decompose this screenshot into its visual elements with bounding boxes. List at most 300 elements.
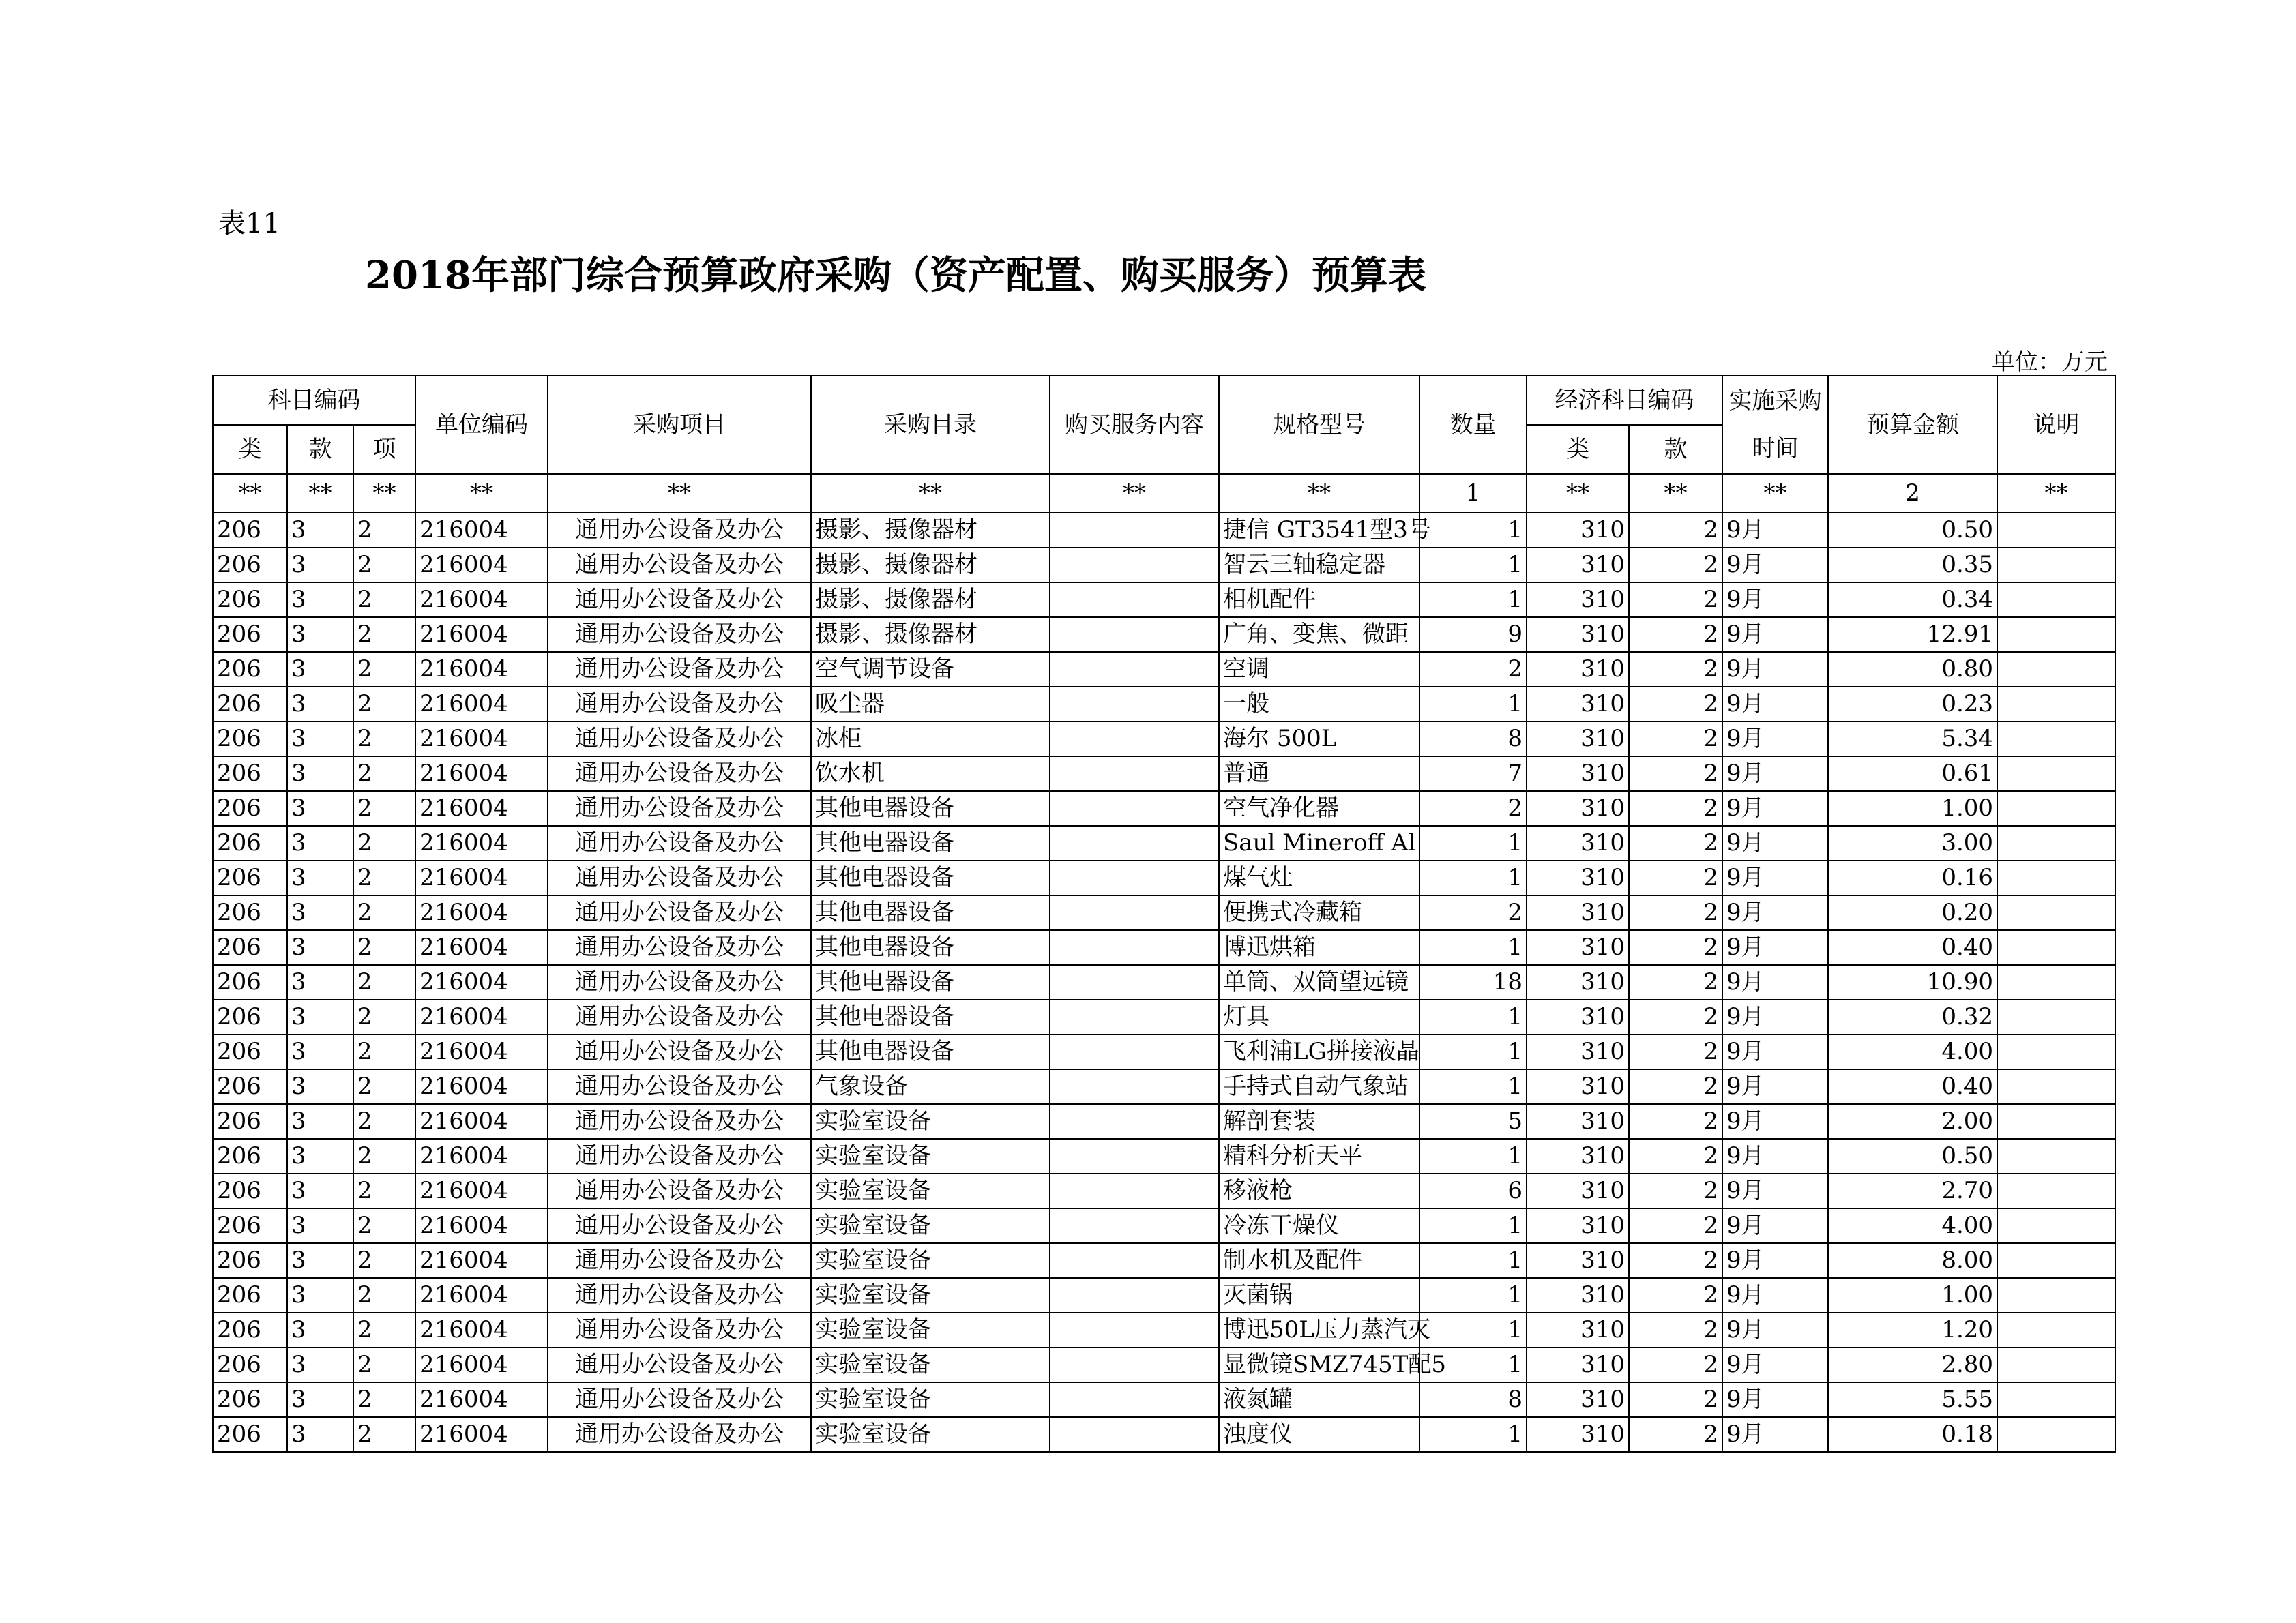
cell-kuan: 3 (287, 1347, 353, 1382)
cell-kuan: 3 (287, 1417, 353, 1452)
cell-econ-lei: 310 (1527, 1104, 1629, 1139)
table-row (213, 721, 2115, 756)
cell-xiang: 2 (353, 1278, 415, 1313)
cell-catalog: 其他电器设备 (811, 861, 1050, 895)
cell-econ-lei: 310 (1527, 756, 1629, 791)
cell-amount: 5.34 (1828, 721, 1997, 756)
cell-kuan: 3 (287, 1208, 353, 1243)
cell-xiang: 2 (353, 513, 415, 548)
cell-note (1997, 548, 2115, 582)
cell-xiang: 2 (353, 1174, 415, 1208)
cell-time: 9月 (1722, 582, 1828, 617)
cell-service (1050, 1034, 1219, 1069)
cell-qty: 2 (1419, 652, 1527, 687)
cell-catalog: 其他电器设备 (811, 895, 1050, 930)
cell-econ-kuan: 2 (1629, 548, 1722, 582)
cell-service (1050, 756, 1219, 791)
cell-kuan: 3 (287, 1278, 353, 1313)
cell-catalog: 实验室设备 (811, 1174, 1050, 1208)
cell-amount: 2.00 (1828, 1104, 1997, 1139)
cell-service (1050, 1208, 1219, 1243)
cell-amount: 1.00 (1828, 791, 1997, 826)
cell-econ-lei: 310 (1527, 1208, 1629, 1243)
cell-amount: 0.32 (1828, 1000, 1997, 1034)
cell-econ-kuan: 2 (1629, 756, 1722, 791)
cell-project: 通用办公设备及办公 (548, 548, 811, 582)
cell-catalog: 实验室设备 (811, 1243, 1050, 1278)
table-row (213, 756, 2115, 791)
cell-lei: 206 (213, 1000, 287, 1034)
cell-note (1997, 1347, 2115, 1382)
cell-qty: 1 (1419, 1313, 1527, 1347)
cell-time: 9月 (1722, 826, 1828, 861)
cell-amount: 2.80 (1828, 1347, 1997, 1382)
cell-time: 9月 (1722, 1313, 1828, 1347)
cell-catalog: 实验室设备 (811, 1417, 1050, 1452)
cell-spec: 相机配件 (1219, 582, 1419, 617)
cell-amount: 0.50 (1828, 1139, 1997, 1174)
cell-unit-code: 216004 (415, 930, 548, 965)
cell-catalog: 摄影、摄像器材 (811, 582, 1050, 617)
cell-lei: 206 (213, 1313, 287, 1347)
cell-catalog: 其他电器设备 (811, 791, 1050, 826)
cell-lei: 206 (213, 1208, 287, 1243)
cell-time: 9月 (1722, 1382, 1828, 1417)
cell-lei: 206 (213, 1417, 287, 1452)
cell-econ-lei: 310 (1527, 1139, 1629, 1174)
cell-note (1997, 652, 2115, 687)
cell-lei: 206 (213, 756, 287, 791)
cell-service (1050, 895, 1219, 930)
cell-econ-kuan: 2 (1629, 965, 1722, 1000)
cell-spec: 空调 (1219, 652, 1419, 687)
cell-econ-lei: 310 (1527, 826, 1629, 861)
cell-kuan: 3 (287, 617, 353, 652)
cell-time: 9月 (1722, 930, 1828, 965)
cell-project: 通用办公设备及办公 (548, 895, 811, 930)
cell-unit-code: 216004 (415, 1347, 548, 1382)
cell-spec: 精科分析天平 (1219, 1139, 1419, 1174)
cell-note (1997, 582, 2115, 617)
cell-econ-lei: 310 (1527, 582, 1629, 617)
cell-econ-kuan: 2 (1629, 1034, 1722, 1069)
cell-time: 9月 (1722, 965, 1828, 1000)
cell-unit-code: 216004 (415, 895, 548, 930)
cell-time: 9月 (1722, 1243, 1828, 1278)
cell-unit-code: 216004 (415, 826, 548, 861)
cell-amount: 0.35 (1828, 548, 1997, 582)
cell-project: 通用办公设备及办公 (548, 1034, 811, 1069)
marker-cell: 2 (1828, 474, 1997, 513)
cell-econ-lei: 310 (1527, 965, 1629, 1000)
cell-project: 通用办公设备及办公 (548, 1417, 811, 1452)
cell-unit-code: 216004 (415, 548, 548, 582)
cell-catalog: 空气调节设备 (811, 652, 1050, 687)
cell-service (1050, 617, 1219, 652)
cell-time: 9月 (1722, 895, 1828, 930)
header-note: 说明 (1997, 376, 2115, 474)
cell-lei: 206 (213, 895, 287, 930)
cell-service (1050, 721, 1219, 756)
cell-lei: 206 (213, 861, 287, 895)
cell-unit-code: 216004 (415, 791, 548, 826)
cell-note (1997, 861, 2115, 895)
cell-project: 通用办公设备及办公 (548, 617, 811, 652)
header-catalog: 采购目录 (811, 376, 1050, 474)
cell-econ-lei: 310 (1527, 1000, 1629, 1034)
cell-lei: 206 (213, 687, 287, 721)
cell-lei: 206 (213, 930, 287, 965)
cell-spec: 捷信 GT3541型3号 (1219, 513, 1419, 548)
cell-kuan: 3 (287, 1139, 353, 1174)
cell-xiang: 2 (353, 1347, 415, 1382)
cell-kuan: 3 (287, 513, 353, 548)
table-row (213, 1034, 2115, 1069)
cell-project: 通用办公设备及办公 (548, 582, 811, 617)
header-amount: 预算金额 (1828, 376, 1997, 474)
cell-service (1050, 861, 1219, 895)
cell-amount: 0.18 (1828, 1417, 1997, 1452)
cell-note (1997, 1382, 2115, 1417)
cell-catalog: 摄影、摄像器材 (811, 513, 1050, 548)
cell-amount: 0.61 (1828, 756, 1997, 791)
cell-spec: 解剖套装 (1219, 1104, 1419, 1139)
table-row (213, 826, 2115, 861)
cell-catalog: 吸尘器 (811, 687, 1050, 721)
cell-econ-lei: 310 (1527, 617, 1629, 652)
table-row (213, 791, 2115, 826)
cell-amount: 8.00 (1828, 1243, 1997, 1278)
cell-econ-lei: 310 (1527, 721, 1629, 756)
cell-econ-lei: 310 (1527, 930, 1629, 965)
cell-time: 9月 (1722, 1174, 1828, 1208)
cell-econ-kuan: 2 (1629, 895, 1722, 930)
cell-econ-kuan: 2 (1629, 513, 1722, 548)
cell-spec: 一般 (1219, 687, 1419, 721)
cell-project: 通用办公设备及办公 (548, 687, 811, 721)
cell-xiang: 2 (353, 1139, 415, 1174)
cell-spec: 飞利浦LG拼接液晶 (1219, 1034, 1419, 1069)
cell-spec: 浊度仪 (1219, 1417, 1419, 1452)
cell-time: 9月 (1722, 756, 1828, 791)
cell-econ-kuan: 2 (1629, 1382, 1722, 1417)
cell-qty: 2 (1419, 895, 1527, 930)
page-title: 2018年部门综合预算政府采购（资产配置、购买服务）预算表 (365, 253, 1426, 298)
cell-lei: 206 (213, 1347, 287, 1382)
header-econ-code: 经济科目编码 (1527, 376, 1722, 425)
cell-lei: 206 (213, 826, 287, 861)
cell-catalog: 实验室设备 (811, 1347, 1050, 1382)
cell-kuan: 3 (287, 930, 353, 965)
cell-kuan: 3 (287, 756, 353, 791)
cell-unit-code: 216004 (415, 1208, 548, 1243)
cell-econ-lei: 310 (1527, 687, 1629, 721)
cell-catalog: 其他电器设备 (811, 930, 1050, 965)
cell-project: 通用办公设备及办公 (548, 1069, 811, 1104)
cell-spec: 普通 (1219, 756, 1419, 791)
cell-unit-code: 216004 (415, 1243, 548, 1278)
cell-kuan: 3 (287, 548, 353, 582)
cell-note (1997, 1104, 2115, 1139)
cell-note (1997, 687, 2115, 721)
cell-spec: 液氮罐 (1219, 1382, 1419, 1417)
cell-catalog: 气象设备 (811, 1069, 1050, 1104)
cell-note (1997, 721, 2115, 756)
cell-unit-code: 216004 (415, 687, 548, 721)
header-econ-kuan: 款 (1629, 425, 1722, 474)
cell-qty: 1 (1419, 1069, 1527, 1104)
cell-note (1997, 930, 2115, 965)
cell-kuan: 3 (287, 687, 353, 721)
cell-amount: 0.40 (1828, 1069, 1997, 1104)
cell-time: 9月 (1722, 861, 1828, 895)
cell-xiang: 2 (353, 617, 415, 652)
cell-econ-kuan: 2 (1629, 861, 1722, 895)
cell-note (1997, 1243, 2115, 1278)
cell-xiang: 2 (353, 895, 415, 930)
cell-unit-code: 216004 (415, 1139, 548, 1174)
cell-catalog: 其他电器设备 (811, 1034, 1050, 1069)
cell-lei: 206 (213, 1139, 287, 1174)
table-number: 表11 (218, 208, 280, 239)
cell-unit-code: 216004 (415, 1417, 548, 1452)
cell-time: 9月 (1722, 548, 1828, 582)
marker-cell: ** (1050, 474, 1219, 513)
cell-note (1997, 1034, 2115, 1069)
table-row (213, 1313, 2115, 1347)
cell-econ-kuan: 2 (1629, 652, 1722, 687)
cell-kuan: 3 (287, 1174, 353, 1208)
cell-service (1050, 1000, 1219, 1034)
table-row (213, 1278, 2115, 1313)
cell-econ-lei: 310 (1527, 895, 1629, 930)
cell-lei: 206 (213, 1278, 287, 1313)
cell-xiang: 2 (353, 1417, 415, 1452)
cell-service (1050, 930, 1219, 965)
header-subject-code: 科目编码 (213, 376, 415, 425)
cell-lei: 206 (213, 1174, 287, 1208)
cell-service (1050, 1382, 1219, 1417)
cell-qty: 1 (1419, 826, 1527, 861)
cell-project: 通用办公设备及办公 (548, 1174, 811, 1208)
cell-note (1997, 617, 2115, 652)
marker-cell: ** (1527, 474, 1629, 513)
cell-econ-kuan: 2 (1629, 1104, 1722, 1139)
table-row (213, 1069, 2115, 1104)
cell-xiang: 2 (353, 930, 415, 965)
header-spec: 规格型号 (1219, 376, 1419, 474)
cell-econ-kuan: 2 (1629, 582, 1722, 617)
cell-xiang: 2 (353, 1104, 415, 1139)
table-row (213, 1417, 2115, 1452)
cell-catalog: 实验室设备 (811, 1382, 1050, 1417)
cell-qty: 7 (1419, 756, 1527, 791)
cell-project: 通用办公设备及办公 (548, 930, 811, 965)
cell-project: 通用办公设备及办公 (548, 826, 811, 861)
cell-xiang: 2 (353, 687, 415, 721)
cell-spec: 便携式冷藏箱 (1219, 895, 1419, 930)
table-row (213, 1243, 2115, 1278)
cell-catalog: 实验室设备 (811, 1139, 1050, 1174)
cell-spec: 灯具 (1219, 1000, 1419, 1034)
cell-xiang: 2 (353, 826, 415, 861)
cell-qty: 1 (1419, 1243, 1527, 1278)
cell-econ-lei: 310 (1527, 513, 1629, 548)
table-row (213, 513, 2115, 548)
cell-amount: 12.91 (1828, 617, 1997, 652)
cell-qty: 1 (1419, 582, 1527, 617)
cell-econ-kuan: 2 (1629, 791, 1722, 826)
cell-spec: 灭菌锅 (1219, 1278, 1419, 1313)
cell-lei: 206 (213, 582, 287, 617)
cell-unit-code: 216004 (415, 652, 548, 687)
cell-econ-lei: 310 (1527, 1278, 1629, 1313)
cell-spec: 煤气灶 (1219, 861, 1419, 895)
table-row (213, 1139, 2115, 1174)
cell-lei: 206 (213, 1243, 287, 1278)
marker-cell: 1 (1419, 474, 1527, 513)
cell-econ-lei: 310 (1527, 861, 1629, 895)
cell-lei: 206 (213, 721, 287, 756)
cell-qty: 1 (1419, 513, 1527, 548)
cell-amount: 0.16 (1828, 861, 1997, 895)
cell-qty: 1 (1419, 1034, 1527, 1069)
cell-unit-code: 216004 (415, 513, 548, 548)
cell-kuan: 3 (287, 1313, 353, 1347)
cell-qty: 2 (1419, 791, 1527, 826)
cell-kuan: 3 (287, 895, 353, 930)
cell-spec: 广角、变焦、微距 (1219, 617, 1419, 652)
table-row (213, 652, 2115, 687)
header-lei: 类 (213, 425, 287, 474)
cell-time: 9月 (1722, 617, 1828, 652)
cell-time: 9月 (1722, 1034, 1828, 1069)
cell-project: 通用办公设备及办公 (548, 1347, 811, 1382)
cell-amount: 0.50 (1828, 513, 1997, 548)
cell-time: 9月 (1722, 687, 1828, 721)
cell-unit-code: 216004 (415, 582, 548, 617)
cell-unit-code: 216004 (415, 1278, 548, 1313)
cell-note (1997, 1069, 2115, 1104)
cell-econ-lei: 310 (1527, 1382, 1629, 1417)
cell-time: 9月 (1722, 1278, 1828, 1313)
cell-catalog: 其他电器设备 (811, 826, 1050, 861)
header-project: 采购项目 (548, 376, 811, 474)
cell-xiang: 2 (353, 721, 415, 756)
cell-kuan: 3 (287, 861, 353, 895)
cell-note (1997, 513, 2115, 548)
table-row (213, 548, 2115, 582)
cell-catalog: 饮水机 (811, 756, 1050, 791)
cell-spec: 海尔 500L (1219, 721, 1419, 756)
cell-econ-kuan: 2 (1629, 1174, 1722, 1208)
cell-qty: 1 (1419, 1208, 1527, 1243)
cell-lei: 206 (213, 548, 287, 582)
cell-econ-kuan: 2 (1629, 826, 1722, 861)
cell-amount: 0.40 (1828, 930, 1997, 965)
cell-project: 通用办公设备及办公 (548, 513, 811, 548)
cell-lei: 206 (213, 791, 287, 826)
cell-lei: 206 (213, 1034, 287, 1069)
cell-qty: 8 (1419, 721, 1527, 756)
cell-kuan: 3 (287, 965, 353, 1000)
cell-qty: 1 (1419, 687, 1527, 721)
cell-xiang: 2 (353, 791, 415, 826)
cell-project: 通用办公设备及办公 (548, 1104, 811, 1139)
cell-xiang: 2 (353, 652, 415, 687)
cell-qty: 1 (1419, 1278, 1527, 1313)
cell-amount: 1.00 (1828, 1278, 1997, 1313)
cell-project: 通用办公设备及办公 (548, 791, 811, 826)
table-row (213, 582, 2115, 617)
cell-note (1997, 1208, 2115, 1243)
table-row (213, 930, 2115, 965)
cell-note (1997, 756, 2115, 791)
cell-spec: 制水机及配件 (1219, 1243, 1419, 1278)
cell-spec: 冷冻干燥仪 (1219, 1208, 1419, 1243)
cell-kuan: 3 (287, 652, 353, 687)
cell-service (1050, 1313, 1219, 1347)
cell-service (1050, 965, 1219, 1000)
cell-xiang: 2 (353, 1243, 415, 1278)
cell-note (1997, 1417, 2115, 1452)
cell-time: 9月 (1722, 1069, 1828, 1104)
cell-catalog: 实验室设备 (811, 1313, 1050, 1347)
cell-qty: 1 (1419, 1347, 1527, 1382)
cell-note (1997, 1174, 2115, 1208)
cell-unit-code: 216004 (415, 617, 548, 652)
cell-time: 9月 (1722, 1139, 1828, 1174)
cell-kuan: 3 (287, 1069, 353, 1104)
cell-note (1997, 826, 2115, 861)
cell-qty: 1 (1419, 1417, 1527, 1452)
cell-spec: 空气净化器 (1219, 791, 1419, 826)
cell-service (1050, 1104, 1219, 1139)
cell-time: 9月 (1722, 1104, 1828, 1139)
cell-kuan: 3 (287, 1000, 353, 1034)
cell-qty: 1 (1419, 861, 1527, 895)
cell-econ-lei: 310 (1527, 548, 1629, 582)
cell-unit-code: 216004 (415, 721, 548, 756)
cell-kuan: 3 (287, 1104, 353, 1139)
marker-cell: ** (415, 474, 548, 513)
table-row (213, 1000, 2115, 1034)
cell-project: 通用办公设备及办公 (548, 1243, 811, 1278)
cell-lei: 206 (213, 513, 287, 548)
table-row (213, 861, 2115, 895)
cell-econ-lei: 310 (1527, 791, 1629, 826)
cell-project: 通用办公设备及办公 (548, 721, 811, 756)
cell-unit-code: 216004 (415, 1000, 548, 1034)
cell-kuan: 3 (287, 826, 353, 861)
cell-service (1050, 652, 1219, 687)
cell-lei: 206 (213, 652, 287, 687)
cell-qty: 1 (1419, 1000, 1527, 1034)
cell-unit-code: 216004 (415, 1034, 548, 1069)
cell-xiang: 2 (353, 548, 415, 582)
cell-time: 9月 (1722, 1347, 1828, 1382)
cell-unit-code: 216004 (415, 1313, 548, 1347)
cell-econ-kuan: 2 (1629, 721, 1722, 756)
cell-catalog: 摄影、摄像器材 (811, 548, 1050, 582)
cell-econ-lei: 310 (1527, 1417, 1629, 1452)
cell-xiang: 2 (353, 965, 415, 1000)
cell-econ-kuan: 2 (1629, 930, 1722, 965)
cell-amount: 5.55 (1828, 1382, 1997, 1417)
cell-project: 通用办公设备及办公 (548, 965, 811, 1000)
header-unit-code: 单位编码 (415, 376, 548, 474)
cell-qty: 5 (1419, 1104, 1527, 1139)
